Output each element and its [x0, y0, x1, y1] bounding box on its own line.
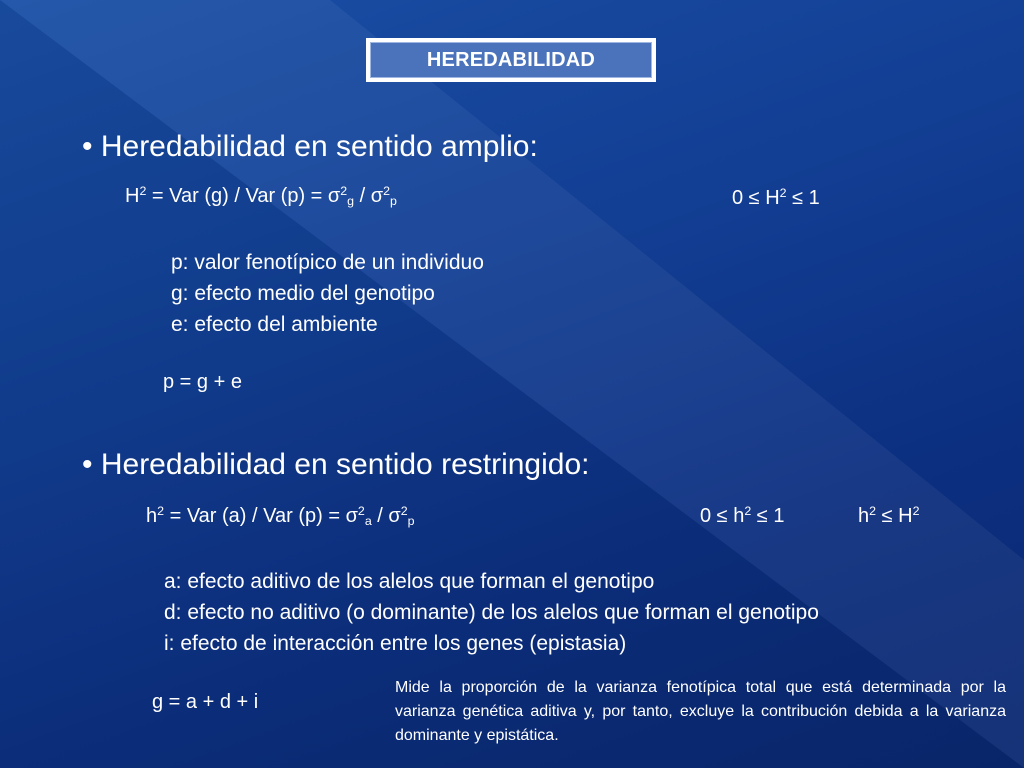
- definition-i: i: efecto de interacción entre los genes (epistasia): [164, 632, 627, 655]
- definition-a: a: efecto aditivo de los alelos que forman el genotipo: [164, 570, 655, 593]
- section2-heading: • Heredabilidad en sentido restringido:: [82, 448, 590, 481]
- section2-compare: $h^2 \le H^2$: [858, 504, 920, 527]
- definition-d: d: efecto no aditivo (o dominante) de los alelos que forman el genotipo: [164, 601, 819, 624]
- section2-note: Mide la proporción de la varianza fenotípica total que está determinada por la varianza genética aditiva y, por tanto, excluye la contribución debida a la varianza dominante y epistática.: [395, 679, 1006, 744]
- definition-g: g: efecto medio del genotipo: [171, 282, 435, 305]
- section2-range: $0 \le h^2 \le 1$: [700, 504, 785, 527]
- section1-formula: $H^2$ = Var (g) / Var $(p) = \sigma^2_g / \sigma^2_p$: [125, 184, 397, 209]
- section1-definitions: [171, 247, 484, 340]
- definition-p: p: valor fenotípico de un individuo: [171, 251, 484, 274]
- section1-equation: p = g + e: [163, 371, 242, 393]
- section2-formula: $h^2$ = Var (a) / Var $(p) = \sigma^2_a / \sigma^2_p$: [146, 504, 415, 529]
- section1-heading: • Heredabilidad en sentido amplio:: [82, 130, 538, 163]
- definition-e: e: efecto del ambiente: [171, 313, 378, 336]
- section2-equation: g = a + d + i: [152, 691, 259, 713]
- title-box: [366, 38, 656, 82]
- section2-definitions: [164, 566, 819, 659]
- slide-title: HEREDABILIDAD: [370, 42, 652, 78]
- section1-range: $0 \le H^2 \le 1$: [732, 186, 820, 209]
